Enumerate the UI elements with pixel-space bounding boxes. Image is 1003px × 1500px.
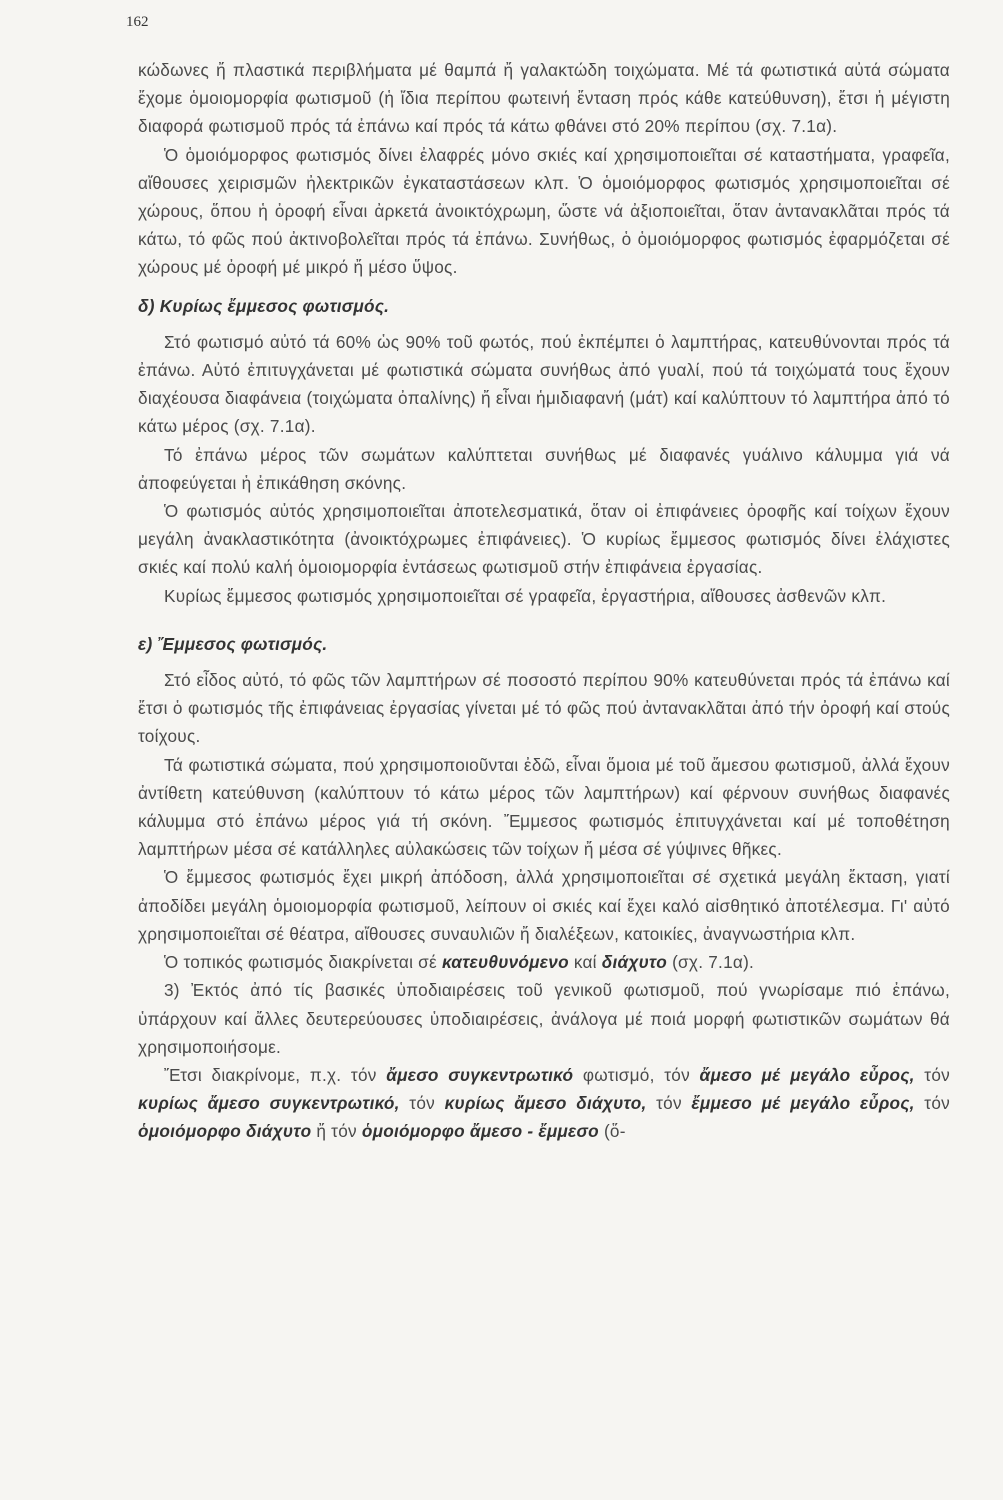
section-gap bbox=[138, 610, 950, 620]
emphasis-term: ἄμεσο συγκεντρωτικό bbox=[386, 1064, 574, 1085]
paragraph: κώδωνες ἤ πλαστικά περιβλήματα μέ θαμπά ἤ γαλακτώδη τοιχώματα. Μέ τά φωτιστικά αὐτά σώματα ἔχομε ὁμοιομορφία φωτισμοῦ (ἡ ἴδια περίπου φωτεινή ἔνταση πρός κάθε κατεύθυνση), ἔτσι ἡ μέγιστη διαφορά φωτισμοῦ πρός τά ἐπάνω καί πρός τά κάτω φθάνει στό 20% περίπου (σχ. 7.1α). bbox=[138, 60, 950, 137]
emphasis-term: ὁμοιόμορφο διάχυτο bbox=[138, 1121, 312, 1142]
section-heading-e: ε) Ἔμμεσος φωτισμός. bbox=[138, 633, 328, 654]
paragraph: Ὁ φωτισμός αὐτός χρησιμοποιεῖται ἀποτελεσματικά, ὅταν οἱ ἐπιφάνειες ὀροφῆς καί τοίχων ἔχουν μεγάλη ἀνακλαστικότητα (ἀνοικτόχρωμες ἐπιφάνειες). Ὁ κυρίως ἔμμεσος φωτισμός δίνει ἐλάχιστες σκιές καί πολύ καλή ὁμοιομορφία ἐντάσεως φωτισμοῦ στήν ἐπιφάνεια ἐργασίας. bbox=[138, 501, 950, 578]
emphasis-term: κυρίως ἄμεσο συγκεντρωτικό, bbox=[138, 1093, 400, 1114]
text-run: τόν bbox=[914, 1064, 950, 1085]
emphasis-directed: κατευθυνόμενο bbox=[441, 952, 569, 973]
page-body bbox=[138, 56, 950, 1146]
text-run: (σχ. 7.1α). bbox=[667, 952, 755, 973]
paragraph: Κυρίως ἔμμεσος φωτισμός χρησιμοποιεῖται σέ γραφεῖα, ἐργαστήρια, αἴθουσες ἀσθενῶν κλπ. bbox=[164, 585, 887, 606]
paragraph: Στό εἶδος αὐτό, τό φῶς τῶν λαμπτήρων σέ ποσοστό περίπου 90% κατευθύνεται πρός τά ἐπάνω καί ἔτσι ὁ φωτισμός τῆς ἐπιφάνειας ἐργασίας γίνεται μέ τό φῶς πού ἀντανακλᾶται ἀπό τήν ὀροφή καί στούς τοίχους. bbox=[138, 670, 950, 747]
emphasis-diffuse: διάχυτο bbox=[601, 952, 668, 973]
paragraph: Τά φωτιστικά σώματα, πού χρησιμοποιοῦνται ἐδῶ, εἶναι ὅμοια μέ τοῦ ἄμεσου φωτισμοῦ, ἀλλά ἔχουν ἀντίθετη κατεύθυνση (καλύπτουν τό κάτω μέρος τῶν λαμπτήρων) καί φέρνουν συνήθως διαφανές κάλυμμα στό ἐπάνω μέρος γιά τή σκόνη. Ἔμμεσος φωτισμός ἐπιτυγχάνεται καί μέ τοποθέτηση λαμπτήρων μέσα σέ κατάλληλες αὐλακώσεις τῶν τοίχων ἤ μέσα σέ γύψινες θῆκες. bbox=[138, 754, 950, 860]
paragraph: Στό φωτισμό αὐτό τά 60% ὡς 90% τοῦ φωτός, πού ἐκπέμπει ὁ λαμπτήρας, κατευθύνονται πρός τά ἐπάνω. Αὐτό ἐπιτυγχάνεται μέ φωτιστικά σώματα συνήθως ἀπό γυαλί, πού τά τοιχώματά τους ἔχουν διαχέουσα διαφάνεια (τοιχώματα ὀπαλίνης) ἤ εἶναι ἡμιδιαφανή (μάτ) καί καλύπτουν τό λαμπτήρα ἀπό τό κάτω μέρος (σχ. 7.1α). bbox=[138, 331, 950, 437]
text-run: τόν bbox=[646, 1093, 692, 1114]
paragraph-subdivisions bbox=[138, 1061, 950, 1146]
page-number: 162 bbox=[126, 14, 149, 30]
text-run: φωτισμό, τόν bbox=[573, 1064, 700, 1085]
paragraph: Τό ἐπάνω μέρος τῶν σωμάτων καλύπτεται συνήθως μέ διαφανές γυάλινο κάλυμμα γιά νά ἀποφεύγεται ἡ ἐπικάθηση σκόνης. bbox=[138, 444, 950, 493]
section-heading-d: δ) Κυρίως ἔμμεσος φωτισμός. bbox=[138, 295, 390, 316]
text-run: Ὁ τοπικός φωτισμός διακρίνεται σέ bbox=[164, 952, 442, 973]
paragraph: Ὁ ὁμοιόμορφος φωτισμός δίνει ἐλαφρές μόνο σκιές καί χρησιμοποιεῖται σέ καταστήματα, γραφεῖα, αἴθουσες χειρισμῶν ἠλεκτρικῶν ἐγκαταστάσεων κλπ. Ὁ ὁμοιόμορφος φωτισμός χρησιμοποιεῖται σέ χώρους, ὅπου ἡ ὀροφή εἶναι ἀρκετά ἀνοικτόχρωμη, ὥστε νά ἀξιοποιεῖται, ὅταν ἀντανακλᾶται πρός τά κάτω, τό φῶς πού ἀκτινοβολεῖται πρός τά ἐπάνω. Συνήθως, ὁ ὁμοιόμορφος φωτισμός ἐφαρμόζεται σέ χώρους μέ ὀροφή μέ μικρό ἤ μέσο ὕψος. bbox=[138, 144, 950, 278]
paragraph: Ὁ ἔμμεσος φωτισμός ἔχει μικρή ἀπόδοση, ἀλλά χρησιμοποιεῖται σέ σχετικά μεγάλη ἔκταση, γιατί ἀποδίδει μεγάλη ὁμοιομορφία φωτισμοῦ, λείπουν οἱ σκιές καί ἔχει καλό αἰσθητικό ἀποτέλεσμα. Γι' αὐτό χρησιμοποιεῖται σέ θέατρα, αἴθουσες συναυλιῶν ἤ διαλέξεων, κατοικίες, ἀναγνωστήρια κλπ. bbox=[138, 867, 950, 944]
text-run: καί bbox=[568, 952, 602, 973]
text-run: τόν bbox=[399, 1093, 445, 1114]
text-run: ἤ τόν bbox=[311, 1121, 362, 1142]
text-run: τόν bbox=[914, 1093, 950, 1114]
emphasis-term: ἔμμεσο μέ μεγάλο εὖρος, bbox=[691, 1093, 915, 1114]
paragraph-local-lighting bbox=[138, 948, 950, 976]
paragraph: 3) Ἐκτός ἀπό τίς βασικές ὑποδιαιρέσεις τοῦ γενικοῦ φωτισμοῦ, πού γνωρίσαμε πιό ἐπάνω, ὑπάρχουν καί ἄλλες δευτερεύουσες ὑποδιαιρέσεις, ἀνάλογα μέ ποιά μορφή φωτιστικῶν σωμάτων θά χρησιμοποιήσομε. bbox=[138, 980, 950, 1057]
text-run: Ἔτσι διακρίνομε, π.χ. τόν bbox=[164, 1064, 387, 1085]
emphasis-term: ὁμοιόμορφο ἄμεσο - ἔμμεσο bbox=[361, 1121, 599, 1142]
emphasis-term: κυρίως ἄμεσο διάχυτο, bbox=[444, 1093, 647, 1114]
text-run: (ὅ- bbox=[598, 1121, 626, 1142]
emphasis-term: ἄμεσο μέ μεγάλο εὖρος, bbox=[699, 1064, 915, 1085]
